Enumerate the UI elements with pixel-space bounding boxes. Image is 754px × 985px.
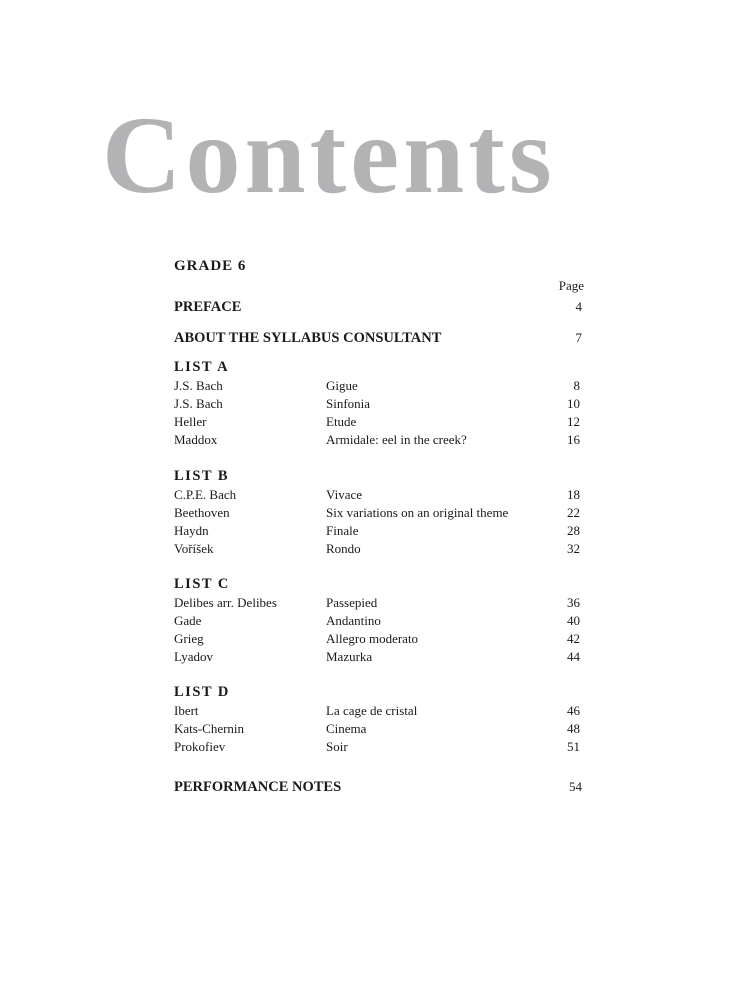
toc-row[interactable] (174, 595, 580, 613)
composer: Haydn (174, 523, 209, 538)
page-number: 42 (567, 631, 580, 646)
page-number: 10 (567, 396, 580, 411)
toc-row[interactable] (174, 721, 580, 739)
composer: J.S. Bach (174, 378, 223, 393)
composer: C.P.E. Bach (174, 487, 237, 502)
toc-row[interactable] (174, 487, 580, 505)
toc-row[interactable] (174, 739, 580, 757)
page-number: 12 (567, 414, 580, 429)
toc-row[interactable] (174, 541, 580, 559)
work-title: Vivace (326, 487, 363, 502)
composer: Voříšek (174, 541, 214, 556)
entry-label: ABOUT THE SYLLABUS CONSULTANT (174, 330, 442, 346)
composer: Grieg (174, 631, 204, 646)
work-title: Armidale: eel in the creek? (326, 432, 467, 447)
toc-row[interactable] (174, 523, 580, 541)
entry-page: 54 (569, 779, 582, 794)
composer: Delibes arr. Delibes (174, 595, 277, 610)
composer: Kats-Chernin (174, 721, 245, 736)
toc-row[interactable] (174, 414, 580, 432)
work-title: Sinfonia (326, 396, 371, 411)
entry-page: 4 (575, 299, 582, 314)
page-column-header: Page (558, 278, 584, 293)
toc-row[interactable] (174, 631, 580, 649)
work-title: Soir (326, 739, 348, 754)
page-number: 51 (567, 739, 580, 754)
page-number: 8 (573, 378, 580, 393)
page-number: 28 (567, 523, 580, 538)
work-title: Rondo (326, 541, 361, 556)
work-title: Etude (326, 414, 357, 429)
composer: Gade (174, 613, 202, 628)
page-number: 46 (567, 703, 580, 718)
toc-row[interactable] (174, 703, 580, 721)
toc-row[interactable] (174, 396, 580, 414)
toc-row[interactable] (174, 378, 580, 396)
composer: J.S. Bach (174, 396, 223, 411)
work-title: Cinema (326, 721, 367, 736)
page-title: Contents (102, 94, 556, 216)
entry-label: PREFACE (174, 299, 242, 315)
composer: Prokofiev (174, 739, 226, 754)
work-title: La cage de cristal (326, 703, 418, 718)
work-title: Mazurka (326, 649, 373, 664)
composer: Heller (174, 414, 207, 429)
page-number: 22 (567, 505, 580, 520)
entry-label: PERFORMANCE NOTES (174, 779, 342, 795)
composer: Lyadov (174, 649, 213, 664)
page-number: 36 (567, 595, 580, 610)
composer: Maddox (174, 432, 218, 447)
page-number: 32 (567, 541, 580, 556)
list-a-heading: LIST A (174, 359, 230, 375)
work-title: Andantino (326, 613, 381, 628)
entry-page: 7 (575, 330, 582, 345)
page-number: 18 (567, 487, 580, 502)
work-title: Passepied (326, 595, 378, 610)
page-number: 40 (567, 613, 580, 628)
page-number: 48 (567, 721, 580, 736)
composer: Beethoven (174, 505, 230, 520)
list-c-heading: LIST C (174, 576, 230, 592)
composer: Ibert (174, 703, 199, 718)
work-title: Gigue (326, 378, 358, 393)
work-title: Finale (326, 523, 359, 538)
toc-row[interactable] (174, 505, 580, 523)
page-number: 44 (567, 649, 580, 664)
work-title: Six variations on an original theme (326, 505, 509, 520)
page-number: 16 (567, 432, 580, 447)
list-d-heading: LIST D (174, 684, 230, 700)
toc-row[interactable] (174, 649, 580, 667)
list-b-heading: LIST B (174, 468, 230, 484)
toc-row[interactable] (174, 613, 580, 631)
grade-heading: GRADE 6 (174, 258, 247, 274)
toc-row[interactable] (174, 432, 580, 450)
work-title: Allegro moderato (326, 631, 419, 646)
